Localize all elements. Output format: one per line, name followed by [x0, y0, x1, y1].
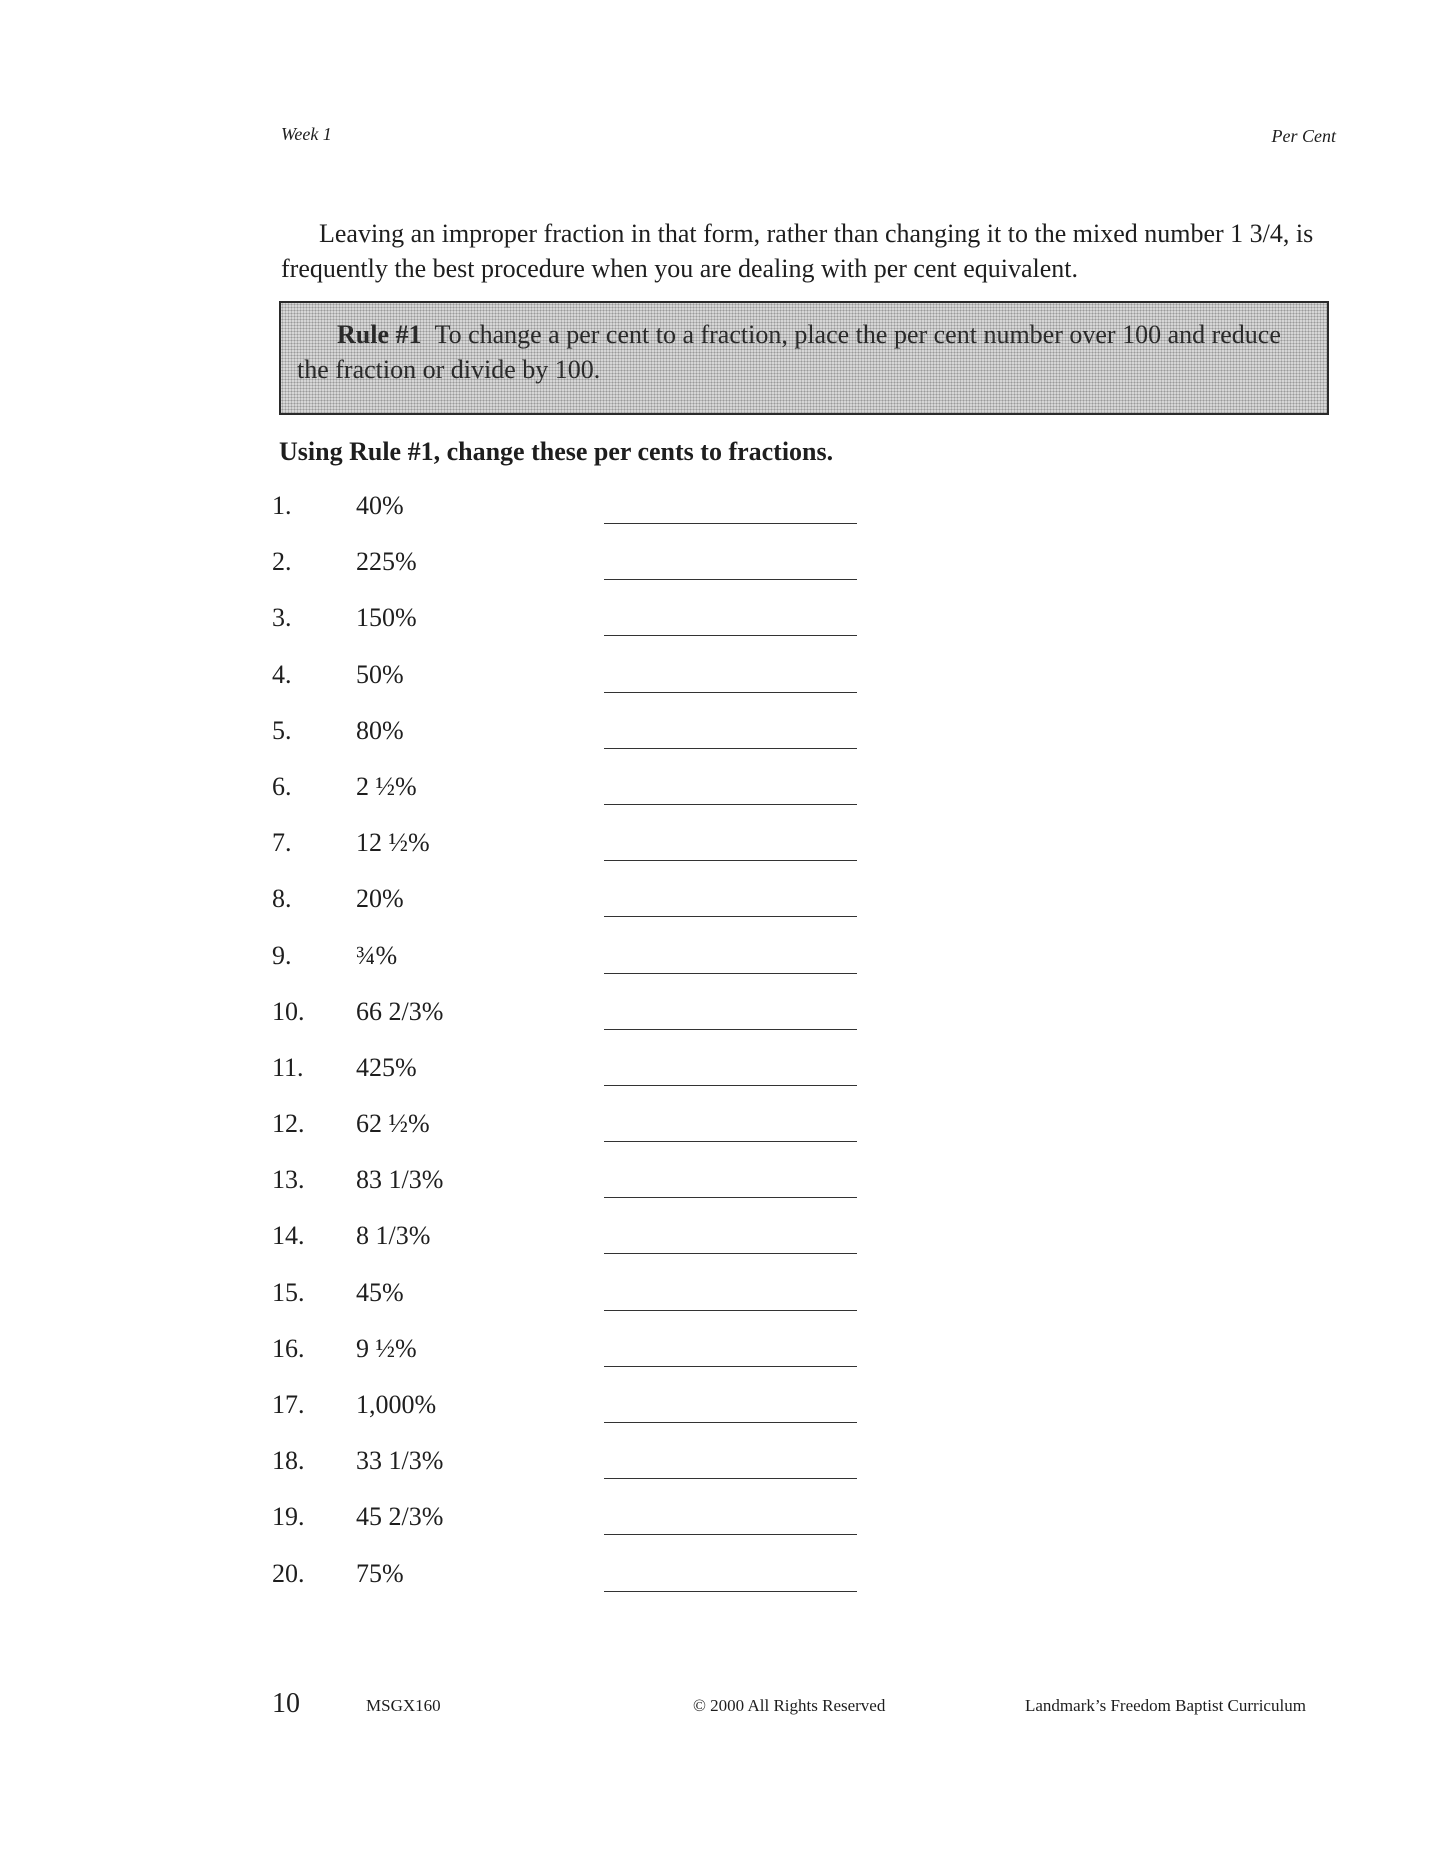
problem-row [272, 941, 872, 997]
answer-blank [604, 1085, 857, 1086]
problem-value: 33 1/3% [356, 1446, 444, 1476]
intro-paragraph [281, 216, 1341, 286]
answer-blank [604, 748, 857, 749]
problem-row [272, 1559, 872, 1615]
footer-copyright: © 2000 All Rights Reserved [693, 1696, 886, 1715]
answer-blank [604, 1422, 857, 1423]
instruction-heading: Using Rule #1, change these per cents to fractions. [279, 437, 834, 466]
problem-number: 15. [272, 1277, 305, 1307]
problem-row [272, 716, 872, 772]
problem-row [272, 772, 872, 828]
rule-title: Rule #1 [337, 320, 422, 349]
problem-number: 1. [272, 491, 292, 520]
problem-row [272, 1165, 872, 1221]
problem-number: 6. [272, 771, 292, 801]
intro-text: Leaving an improper fraction in that form, rather than changing it to the mixed number 1 3/4, is frequently the best procedure when you are dealing with per cent equivalent. [281, 219, 1314, 283]
rule-text: To change a per cent to a fraction, place the per cent number over 100 and reduce the fraction or divide by 100. [297, 320, 1281, 384]
answer-blank [604, 1591, 857, 1592]
problem-value: 83 1/3% [356, 1165, 444, 1195]
answer-blank [604, 692, 857, 693]
problem-value: 50% [356, 659, 404, 689]
answer-blank [604, 1478, 857, 1479]
problem-row [272, 547, 872, 603]
problem-value: 66 2/3% [356, 996, 444, 1026]
problem-value: 40% [356, 491, 404, 520]
header-topic: Per Cent [1271, 126, 1336, 146]
problem-number: 4. [272, 659, 292, 689]
problem-value: 45% [356, 1277, 404, 1307]
problem-value: 80% [356, 715, 404, 745]
problem-value: 425% [356, 1052, 417, 1082]
answer-blank [604, 1366, 857, 1367]
problem-list [272, 491, 872, 1615]
footer-organization: Landmark’s Freedom Baptist Curriculum [1025, 1696, 1306, 1715]
problem-value: 45 2/3% [356, 1502, 444, 1532]
problem-row [272, 491, 872, 547]
problem-row [272, 884, 872, 940]
answer-blank [604, 1534, 857, 1535]
answer-blank [604, 1029, 857, 1030]
problem-number: 11. [272, 1052, 304, 1082]
problem-number: 5. [272, 715, 292, 745]
problem-row [272, 1502, 872, 1558]
problem-value: ¾% [356, 940, 398, 970]
problem-row [272, 1109, 872, 1165]
problem-row [272, 1390, 872, 1446]
problem-value: 20% [356, 884, 404, 914]
answer-blank [604, 1253, 857, 1254]
problem-row [272, 660, 872, 716]
problem-row [272, 1053, 872, 1109]
problem-number: 10. [272, 996, 305, 1026]
problem-number: 8. [272, 884, 292, 914]
answer-blank [604, 973, 857, 974]
rule-content [297, 317, 1311, 387]
problem-number: 2. [272, 547, 292, 577]
answer-blank [604, 860, 857, 861]
problem-number: 17. [272, 1390, 305, 1419]
problem-number: 16. [272, 1333, 305, 1363]
problem-number: 9. [272, 940, 292, 970]
problem-number: 13. [272, 1165, 305, 1195]
problem-row [272, 828, 872, 884]
answer-blank [604, 523, 857, 524]
answer-blank [604, 1197, 857, 1198]
header-week: Week 1 [281, 124, 332, 144]
problem-value: 225% [356, 547, 417, 577]
problem-value: 75% [356, 1558, 404, 1588]
problem-row [272, 1446, 872, 1502]
problem-value: 8 1/3% [356, 1221, 431, 1251]
problem-value: 2 ½% [356, 771, 417, 801]
problem-value: 150% [356, 603, 417, 633]
answer-blank [604, 804, 857, 805]
problem-number: 18. [272, 1446, 305, 1476]
answer-blank [604, 635, 857, 636]
problem-value: 12 ½% [356, 828, 430, 858]
problem-number: 12. [272, 1109, 305, 1139]
problem-number: 3. [272, 603, 292, 633]
problem-row [272, 1221, 872, 1277]
problem-value: 9 ½% [356, 1333, 417, 1363]
footer-page-number: 10 [272, 1688, 300, 1719]
answer-blank [604, 1141, 857, 1142]
problem-row [272, 603, 872, 659]
answer-blank [604, 916, 857, 917]
problem-number: 7. [272, 828, 292, 858]
problem-value: 1,000% [356, 1390, 437, 1419]
problem-number: 14. [272, 1221, 305, 1251]
problem-row [272, 1278, 872, 1334]
problem-number: 19. [272, 1502, 305, 1532]
problem-number: 20. [272, 1558, 305, 1588]
answer-blank [604, 1310, 857, 1311]
footer-code: MSGX160 [366, 1696, 441, 1715]
answer-blank [604, 579, 857, 580]
problem-row [272, 997, 872, 1053]
problem-value: 62 ½% [356, 1109, 430, 1139]
rule-box [279, 301, 1329, 415]
problem-row [272, 1334, 872, 1390]
